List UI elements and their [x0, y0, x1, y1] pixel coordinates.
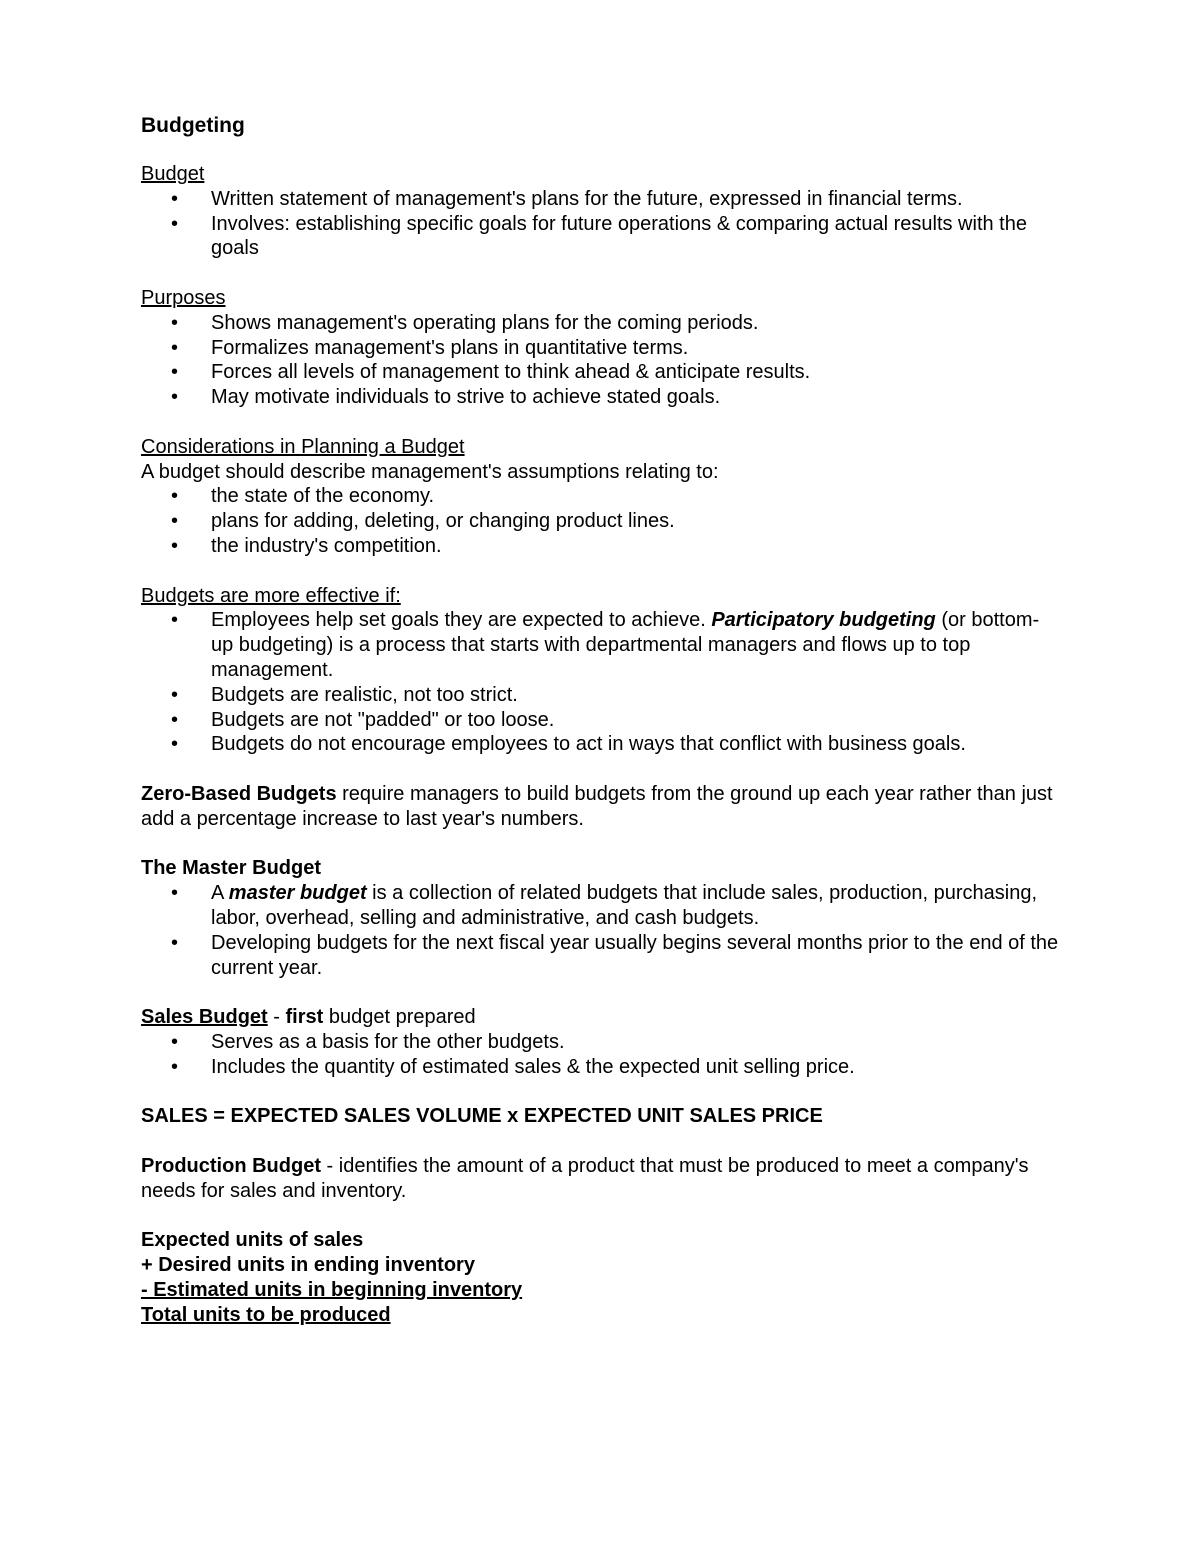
list-item: • Developing budgets for the next fiscal year usually begins several months prior to the end of the current year.	[141, 931, 1061, 981]
list-item	[141, 608, 1061, 682]
sales-budget-first: first	[285, 1006, 324, 1029]
list-item	[141, 881, 1061, 931]
production-budget-text: - identifies the amount of a product that must be produced to meet a company's needs for sales and inventory.	[141, 1154, 1029, 1202]
sales-budget-rest: budget prepared	[323, 1006, 476, 1029]
budget-heading: Budget	[141, 163, 205, 185]
effective-heading: Budgets are more effective if:	[141, 584, 401, 607]
list-item: • Budgets do not encourage employees to act in ways that conflict with business goals.	[141, 732, 1061, 757]
sales-budget-term: Sales Budget	[141, 1006, 268, 1029]
list-item: • Budgets are realistic, not too strict.	[141, 683, 1061, 708]
list-item: • Includes the quantity of estimated sales & the expected unit selling price.	[141, 1055, 1061, 1080]
production-formula	[141, 1228, 1061, 1327]
bullet-text: is a collection of related budgets that include sales, production, purchasing, labor, overhead, selling and administrative, and cash budgets.	[211, 882, 1038, 929]
considerations-intro: A budget should describe management's assumptions relating to:	[141, 460, 719, 483]
formula-line: Expected units of sales	[141, 1229, 364, 1252]
list-item: • Forces all levels of management to think ahead & anticipate results.	[141, 360, 1061, 385]
document-title: Budgeting	[141, 114, 245, 137]
production-budget-term: Production Budget	[141, 1154, 321, 1177]
list-item: • Formalizes management's plans in quantitative terms.	[141, 336, 1061, 361]
sales-budget-heading	[141, 1005, 1061, 1030]
list-item: • Shows management's operating plans for the coming periods.	[141, 311, 1061, 336]
production-budget-paragraph	[141, 1154, 1061, 1204]
bullet-text: Employees help set goals they are expected to achieve.	[211, 609, 712, 632]
list-item: • Written statement of management's plans for the future, expressed in financial terms.	[141, 187, 1061, 212]
zero-based-term: Zero-Based Budgets	[141, 782, 337, 805]
formula-line: - Estimated units in beginning inventory	[141, 1278, 523, 1301]
bullet-text: (or bottom-up budgeting) is a process that starts with departmental managers and flows up to top management.	[211, 609, 1040, 681]
considerations-bullet-list	[141, 484, 1061, 558]
purposes-section	[141, 286, 1061, 410]
list-item: • Serves as a basis for the other budgets.	[141, 1030, 1061, 1055]
sales-budget-dash: -	[267, 1006, 286, 1029]
list-item: • the industry's competition.	[141, 534, 1061, 559]
master-budget-term: master budget	[228, 882, 367, 905]
purposes-bullet-list	[141, 311, 1061, 410]
list-item: • plans for adding, deleting, or changing product lines.	[141, 509, 1061, 534]
budget-bullet-list	[141, 187, 1061, 261]
zero-based-paragraph	[141, 782, 1061, 832]
document-page	[141, 112, 1061, 1327]
master-budget-section	[141, 856, 1061, 980]
bullet-text: A	[211, 882, 229, 905]
effective-section	[141, 584, 1061, 758]
list-item: • Involves: establishing specific goals for future operations & comparing actual results with the goals	[141, 212, 1061, 262]
list-item: • May motivate individuals to strive to achieve stated goals.	[141, 385, 1061, 410]
list-item: • Budgets are not "padded" or too loose.	[141, 708, 1061, 733]
effective-bullet-list	[141, 608, 1061, 757]
sales-budget-section	[141, 1005, 1061, 1079]
considerations-section	[141, 435, 1061, 559]
purposes-heading: Purposes	[141, 286, 226, 309]
budget-section	[141, 162, 1061, 261]
participatory-budgeting-term: Participatory budgeting	[711, 609, 936, 632]
considerations-heading: Considerations in Planning a Budget	[141, 435, 465, 458]
master-bullet-list	[141, 881, 1061, 980]
sales-formula: SALES = EXPECTED SALES VOLUME x EXPECTED UNIT SALES PRICE	[141, 1105, 823, 1128]
sales-bullet-list	[141, 1030, 1061, 1080]
formula-line: + Desired units in ending inventory	[141, 1254, 475, 1277]
zero-based-text: require managers to build budgets from the ground up each year rather than just add a percentage increase to last year's numbers.	[141, 782, 1053, 830]
list-item: • the state of the economy.	[141, 484, 1061, 509]
master-budget-heading: The Master Budget	[141, 857, 322, 880]
formula-total-line: Total units to be produced	[141, 1303, 391, 1326]
